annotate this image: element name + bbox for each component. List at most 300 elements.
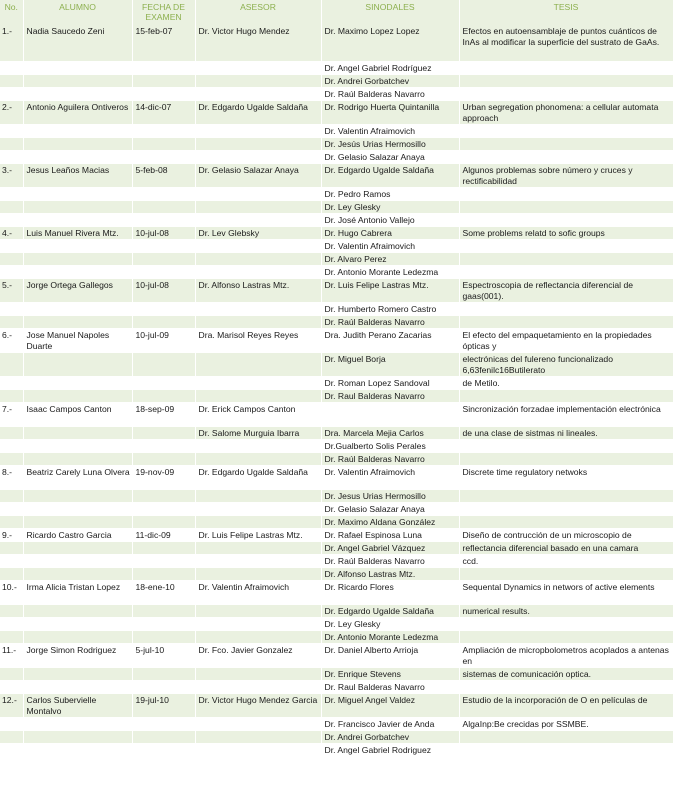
alumno-cell: [23, 617, 132, 630]
sinodal-cell: Dr. Enrique Stevens: [321, 667, 459, 680]
alumno-cell: Jesus Leaños Macias: [23, 163, 132, 187]
fecha-cell: [132, 717, 195, 730]
fecha-cell: [132, 489, 195, 502]
sinodal-cell: [321, 402, 459, 426]
table-row: [0, 200, 673, 213]
tesis-cell: Urban segregation phonomena: a cellular automata approach: [459, 100, 673, 124]
sinodal-cell: Dr. Andrei Gorbatchev: [321, 74, 459, 87]
tesis-cell: Sincronización forzadae implementación electrónica: [459, 402, 673, 426]
sinodal-cell: Dr. Alfonso Lastras Mtz.: [321, 567, 459, 580]
sinodal-cell: Dr. José Antonio Vallejo: [321, 213, 459, 226]
table-row: [0, 452, 673, 465]
tesis-cell: [459, 87, 673, 100]
no-cell: 5.-: [0, 278, 23, 302]
fecha-cell: [132, 541, 195, 554]
fecha-cell: [132, 61, 195, 74]
no-cell: [0, 730, 23, 743]
tesis-cell: [459, 515, 673, 528]
tesis-cell: [459, 239, 673, 252]
alumno-cell: [23, 150, 132, 163]
fecha-cell: [132, 389, 195, 402]
table-row: [0, 426, 673, 439]
tesis-cell: [459, 502, 673, 515]
table-row: [0, 604, 673, 617]
no-cell: [0, 439, 23, 452]
asesor-cell: Dr. Valentin Afraimovich: [195, 580, 321, 604]
no-cell: [0, 213, 23, 226]
table-row: [0, 643, 673, 667]
tesis-cell: [459, 302, 673, 315]
table-row: [0, 315, 673, 328]
asesor-cell: [195, 61, 321, 74]
fecha-cell: [132, 667, 195, 680]
tesis-cell: [459, 630, 673, 643]
asesor-cell: Dr. Victor Hugo Mendez: [195, 25, 321, 61]
sinodal-cell: Dr. Edgardo Ugalde Saldaña: [321, 163, 459, 187]
alumno-cell: [23, 265, 132, 278]
table-row: [0, 554, 673, 567]
tesis-cell: Espectroscopia de reflectancia diferencial de gaas(001).: [459, 278, 673, 302]
table-row: [0, 226, 673, 239]
alumno-cell: Ricardo Castro Garcia: [23, 528, 132, 541]
tesis-cell: El efecto del empaquetamiento en la propiedades ópticas y: [459, 328, 673, 352]
alumno-cell: [23, 87, 132, 100]
tesis-cell: [459, 315, 673, 328]
asesor-cell: Dr. Edgardo Ugalde Saldaña: [195, 100, 321, 124]
sinodal-cell: Dr. Raúl Balderas Navarro: [321, 554, 459, 567]
tesis-cell: reflectancia diferencial basado en una camara: [459, 541, 673, 554]
fecha-cell: [132, 515, 195, 528]
no-cell: 1.-: [0, 25, 23, 61]
table-row: [0, 465, 673, 489]
alumno-cell: Nadia Saucedo Zeni: [23, 25, 132, 61]
tesis-cell: [459, 265, 673, 278]
sinodal-cell: Dr. Maximo Aldana González: [321, 515, 459, 528]
no-cell: [0, 239, 23, 252]
no-cell: 9.-: [0, 528, 23, 541]
fecha-cell: 15-feb-07: [132, 25, 195, 61]
alumno-cell: [23, 74, 132, 87]
asesor-cell: [195, 239, 321, 252]
table-row: [0, 439, 673, 452]
alumno-cell: [23, 376, 132, 389]
tesis-cell: [459, 439, 673, 452]
no-cell: 11.-: [0, 643, 23, 667]
sinodal-cell: Dr. Miguel Borja: [321, 352, 459, 376]
sinodal-cell: Dr. Edgardo Ugalde Saldaña: [321, 604, 459, 617]
asesor-cell: [195, 315, 321, 328]
no-cell: [0, 554, 23, 567]
fecha-cell: 19-jul-10: [132, 693, 195, 717]
table-row: [0, 402, 673, 426]
alumno-cell: Beatriz Carely Luna Olvera: [23, 465, 132, 489]
asesor-cell: [195, 717, 321, 730]
fecha-cell: [132, 743, 195, 756]
table-row: [0, 352, 673, 376]
fecha-cell: 18-ene-10: [132, 580, 195, 604]
alumno-cell: [23, 717, 132, 730]
no-cell: [0, 541, 23, 554]
tesis-cell: numerical results.: [459, 604, 673, 617]
alumno-cell: [23, 252, 132, 265]
fecha-cell: 10-jul-08: [132, 278, 195, 302]
table-row: [0, 150, 673, 163]
table-row: [0, 61, 673, 74]
asesor-cell: [195, 730, 321, 743]
asesor-cell: [195, 604, 321, 617]
tesis-cell: [459, 150, 673, 163]
tesis-cell: [459, 389, 673, 402]
fecha-cell: 19-nov-09: [132, 465, 195, 489]
alumno-cell: [23, 730, 132, 743]
fecha-cell: 5-jul-10: [132, 643, 195, 667]
asesor-cell: [195, 87, 321, 100]
table-row: [0, 328, 673, 352]
asesor-cell: [195, 680, 321, 693]
alumno-cell: Jorge Simon Rodriguez: [23, 643, 132, 667]
sinodal-cell: Dr. Hugo Cabrera: [321, 226, 459, 239]
fecha-cell: [132, 302, 195, 315]
table-row: [0, 163, 673, 187]
header-no: No.: [0, 0, 23, 25]
table-row: [0, 630, 673, 643]
no-cell: [0, 452, 23, 465]
asesor-cell: [195, 265, 321, 278]
asesor-cell: Dr. Fco. Javier Gonzalez: [195, 643, 321, 667]
asesor-cell: Dr. Gelasio Salazar Anaya: [195, 163, 321, 187]
fecha-cell: 5-feb-08: [132, 163, 195, 187]
alumno-cell: [23, 489, 132, 502]
no-cell: [0, 515, 23, 528]
fecha-cell: [132, 439, 195, 452]
fecha-cell: [132, 124, 195, 137]
fecha-cell: [132, 617, 195, 630]
alumno-cell: [23, 743, 132, 756]
alumno-cell: [23, 124, 132, 137]
no-cell: 12.-: [0, 693, 23, 717]
asesor-cell: Dr. Edgardo Ugalde Saldaña: [195, 465, 321, 489]
no-cell: [0, 389, 23, 402]
header-sinodales: SINODALES: [321, 0, 459, 25]
no-cell: [0, 717, 23, 730]
asesor-cell: Dr. Victor Hugo Mendez Garcia: [195, 693, 321, 717]
alumno-cell: Luis Manuel Rivera Mtz.: [23, 226, 132, 239]
tesis-cell: Estudio de la incorporación de O en películas de: [459, 693, 673, 717]
table-row: [0, 743, 673, 756]
table-row: [0, 137, 673, 150]
table-row: [0, 124, 673, 137]
asesor-cell: [195, 541, 321, 554]
table-row: [0, 502, 673, 515]
table-row: [0, 667, 673, 680]
no-cell: [0, 200, 23, 213]
table-row: [0, 580, 673, 604]
fecha-cell: [132, 315, 195, 328]
table-row: [0, 515, 673, 528]
fecha-cell: [132, 376, 195, 389]
sinodal-cell: Dr. Alvaro Perez: [321, 252, 459, 265]
header-tesis: TESIS: [459, 0, 673, 25]
no-cell: [0, 630, 23, 643]
asesor-cell: [195, 515, 321, 528]
asesor-cell: [195, 389, 321, 402]
asesor-cell: [195, 502, 321, 515]
sinodal-cell: Dr. Antonio Morante Ledezma: [321, 265, 459, 278]
fecha-cell: [132, 452, 195, 465]
fecha-cell: [132, 352, 195, 376]
no-cell: [0, 376, 23, 389]
tesis-cell: [459, 567, 673, 580]
sinodal-cell: Dr. Maximo Lopez Lopez: [321, 25, 459, 61]
tesis-cell: Sequental Dynamics in networs of active elements: [459, 580, 673, 604]
tesis-cell: [459, 680, 673, 693]
no-cell: 3.-: [0, 163, 23, 187]
table-row: [0, 389, 673, 402]
table-row: [0, 87, 673, 100]
alumno-cell: [23, 541, 132, 554]
fecha-cell: [132, 567, 195, 580]
alumno-cell: [23, 302, 132, 315]
fecha-cell: [132, 187, 195, 200]
alumno-cell: [23, 554, 132, 567]
header-row: [0, 0, 673, 25]
fecha-cell: 10-jul-08: [132, 226, 195, 239]
tesis-cell: [459, 74, 673, 87]
fecha-cell: [132, 213, 195, 226]
no-cell: [0, 489, 23, 502]
table-row: [0, 302, 673, 315]
sinodal-cell: Dr. Jesús Urias Hermosillo: [321, 137, 459, 150]
tesis-cell: [459, 489, 673, 502]
alumno-cell: [23, 452, 132, 465]
sinodal-cell: Dr. Francisco Javier de Anda: [321, 717, 459, 730]
fecha-cell: 14-dic-07: [132, 100, 195, 124]
no-cell: [0, 87, 23, 100]
alumno-cell: [23, 239, 132, 252]
alumno-cell: Irma Alicia Tristan Lopez: [23, 580, 132, 604]
fecha-cell: 11-dic-09: [132, 528, 195, 541]
asesor-cell: [195, 567, 321, 580]
sinodal-cell: Dr. Rodrigo Huerta Quintanilla: [321, 100, 459, 124]
no-cell: 6.-: [0, 328, 23, 352]
tesis-cell: [459, 124, 673, 137]
table-row: [0, 489, 673, 502]
sinodal-cell: Dr. Ley Glesky: [321, 617, 459, 630]
no-cell: [0, 61, 23, 74]
no-cell: [0, 315, 23, 328]
asesor-cell: Dr. Luis Felipe Lastras Mtz.: [195, 528, 321, 541]
asesor-cell: [195, 743, 321, 756]
sinodal-cell: Dr. Raul Balderas Navarro: [321, 389, 459, 402]
asesor-cell: Dr. Alfonso Lastras Mtz.: [195, 278, 321, 302]
sinodal-cell: Dr.Gualberto Solis Perales: [321, 439, 459, 452]
fecha-cell: [132, 200, 195, 213]
alumno-cell: [23, 630, 132, 643]
sinodal-cell: Dr. Gelasio Salazar Anaya: [321, 502, 459, 515]
tesis-cell: [459, 730, 673, 743]
fecha-cell: [132, 150, 195, 163]
no-cell: 8.-: [0, 465, 23, 489]
no-cell: [0, 743, 23, 756]
asesor-cell: [195, 213, 321, 226]
tesis-cell: Some problems relatd to sofic groups: [459, 226, 673, 239]
tesis-cell: [459, 200, 673, 213]
no-cell: [0, 265, 23, 278]
asesor-cell: [195, 439, 321, 452]
no-cell: [0, 604, 23, 617]
tesis-cell: [459, 213, 673, 226]
no-cell: [0, 352, 23, 376]
tesis-cell: [459, 617, 673, 630]
sinodal-cell: Dr. Ley Glesky: [321, 200, 459, 213]
header-alumno: ALUMNO: [23, 0, 132, 25]
alumno-cell: Jose Manuel Napoles Duarte: [23, 328, 132, 352]
asesor-cell: [195, 124, 321, 137]
fecha-cell: [132, 74, 195, 87]
alumno-cell: [23, 604, 132, 617]
asesor-cell: [195, 200, 321, 213]
no-cell: 10.-: [0, 580, 23, 604]
fecha-cell: [132, 604, 195, 617]
no-cell: [0, 667, 23, 680]
sinodal-cell: Dr. Roman Lopez Sandoval: [321, 376, 459, 389]
alumno-cell: [23, 439, 132, 452]
no-cell: [0, 150, 23, 163]
sinodal-cell: Dr. Raul Balderas Navarro: [321, 680, 459, 693]
tesis-cell: ccd.: [459, 554, 673, 567]
asesor-cell: [195, 352, 321, 376]
sinodal-cell: Dr. Valentin Afraimovich: [321, 239, 459, 252]
alumno-cell: Jorge Ortega Gallegos: [23, 278, 132, 302]
tesis-cell: de Metilo.: [459, 376, 673, 389]
alumno-cell: Carlos Subervielle Montalvo: [23, 693, 132, 717]
fecha-cell: [132, 730, 195, 743]
sinodal-cell: Dr. Angel Gabriel Vázquez: [321, 541, 459, 554]
fecha-cell: [132, 239, 195, 252]
alumno-cell: [23, 389, 132, 402]
sinodal-cell: Dra. Judith Perano Zacarias: [321, 328, 459, 352]
sinodal-cell: Dr. Ricardo Flores: [321, 580, 459, 604]
sinodal-cell: Dr. Raúl Balderas Navarro: [321, 452, 459, 465]
alumno-cell: [23, 426, 132, 439]
sinodal-cell: Dr. Antonio Morante Ledezma: [321, 630, 459, 643]
alumno-cell: [23, 61, 132, 74]
no-cell: [0, 680, 23, 693]
table-row: [0, 278, 673, 302]
tesis-cell: Discrete time regulatory netwoks: [459, 465, 673, 489]
no-cell: [0, 302, 23, 315]
tesis-cell: Efectos en autoensamblaje de puntos cuánticos de InAs al modificar la superficie del sustrato de GaAs.: [459, 25, 673, 61]
alumno-cell: [23, 213, 132, 226]
tesis-cell: sistemas de comunicación optica.: [459, 667, 673, 680]
header-asesor: ASESOR: [195, 0, 321, 25]
no-cell: [0, 137, 23, 150]
table-row: [0, 265, 673, 278]
sinodal-cell: Dr. Valentin Afraimovich: [321, 465, 459, 489]
table-row: [0, 252, 673, 265]
fecha-cell: [132, 502, 195, 515]
sinodal-cell: Dr. Rafael Espinosa Luna: [321, 528, 459, 541]
table-row: [0, 213, 673, 226]
tesis-cell: Algunos problemas sobre número y cruces y rectificabilidad: [459, 163, 673, 187]
asesor-cell: [195, 376, 321, 389]
asesor-cell: [195, 74, 321, 87]
fecha-cell: [132, 680, 195, 693]
asesor-cell: [195, 452, 321, 465]
table-row: [0, 541, 673, 554]
no-cell: [0, 426, 23, 439]
alumno-cell: [23, 187, 132, 200]
sinodal-cell: Dr. Pedro Ramos: [321, 187, 459, 200]
sinodal-cell: Dr. Daniel Alberto Arrioja: [321, 643, 459, 667]
table-row: [0, 376, 673, 389]
table-row: [0, 187, 673, 200]
no-cell: [0, 187, 23, 200]
table-row: [0, 567, 673, 580]
tesis-cell: [459, 743, 673, 756]
sinodal-cell: Dr. Angel Gabriel Rodríguez: [321, 61, 459, 74]
asesor-cell: [195, 667, 321, 680]
asesor-cell: [195, 554, 321, 567]
tesis-cell: de una clase de sistmas ni lineales.: [459, 426, 673, 439]
sinodal-cell: Dr. Gelasio Salazar Anaya: [321, 150, 459, 163]
sinodal-cell: Dra. Marcela Mejia Carlos: [321, 426, 459, 439]
fecha-cell: 10-jul-09: [132, 328, 195, 352]
fecha-cell: [132, 252, 195, 265]
asesor-cell: Dr. Salome Murguia Ibarra: [195, 426, 321, 439]
sinodal-cell: Dr. Luis Felipe Lastras Mtz.: [321, 278, 459, 302]
table-row: [0, 680, 673, 693]
asesor-cell: [195, 137, 321, 150]
sinodal-cell: Dr. Raúl Balderas Navarro: [321, 315, 459, 328]
fecha-cell: [132, 554, 195, 567]
table-row: [0, 74, 673, 87]
asesor-cell: [195, 302, 321, 315]
no-cell: 7.-: [0, 402, 23, 426]
no-cell: 4.-: [0, 226, 23, 239]
table-row: [0, 25, 673, 61]
tesis-cell: [459, 452, 673, 465]
alumno-cell: Isaac Campos Canton: [23, 402, 132, 426]
asesor-cell: Dr. Lev Glebsky: [195, 226, 321, 239]
tesis-cell: electrónicas del fulereno funcionalizado 6,63fenilc16Butilerato: [459, 352, 673, 376]
table-row: [0, 730, 673, 743]
asesor-cell: [195, 489, 321, 502]
table-row: [0, 617, 673, 630]
table-row: [0, 239, 673, 252]
no-cell: 2.-: [0, 100, 23, 124]
alumno-cell: [23, 667, 132, 680]
fecha-cell: [132, 426, 195, 439]
tesis-cell: [459, 187, 673, 200]
alumno-cell: [23, 515, 132, 528]
tesis-cell: [459, 61, 673, 74]
fecha-cell: [132, 630, 195, 643]
tesis-cell: [459, 252, 673, 265]
fecha-cell: [132, 137, 195, 150]
sinodal-cell: Dr. Humberto Romero Castro: [321, 302, 459, 315]
no-cell: [0, 502, 23, 515]
sinodal-cell: Dr. Angel Gabriel Rodriguez: [321, 743, 459, 756]
asesor-cell: [195, 187, 321, 200]
tesis-cell: Ampliación de micropbolometros acoplados a antenas en: [459, 643, 673, 667]
header-fecha-examen: FECHA DE EXAMEN: [132, 0, 195, 25]
table-row: [0, 528, 673, 541]
table-row: [0, 717, 673, 730]
asesor-cell: [195, 252, 321, 265]
asesor-cell: [195, 150, 321, 163]
no-cell: [0, 74, 23, 87]
